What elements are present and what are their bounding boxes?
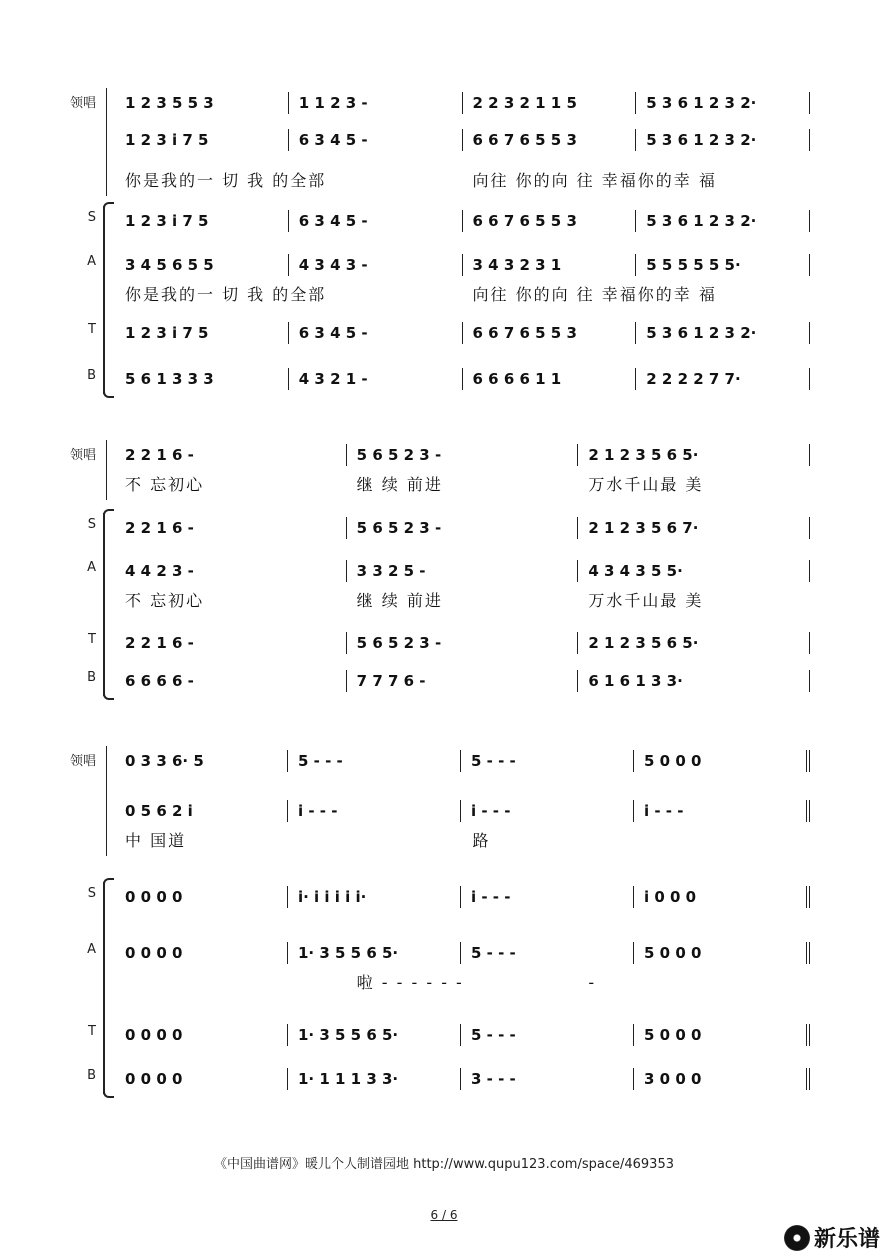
lyric-segment xyxy=(115,972,347,994)
measure-notes: 5 0 0 0 xyxy=(644,752,702,770)
measure-notes: 1 2 3 i 7 5 xyxy=(125,324,209,342)
measure-notes: 5 6 1 3 3 3 xyxy=(125,370,214,388)
measure-notes: 6 3 4 5 - xyxy=(298,212,368,230)
measure xyxy=(347,632,579,654)
part-label: A xyxy=(87,942,96,957)
measure xyxy=(289,129,463,151)
choir-bracket xyxy=(103,513,105,696)
lyrics-line xyxy=(0,826,888,856)
measure-notes: 5 6 5 2 3 - xyxy=(356,519,442,537)
lyrics-line xyxy=(0,968,888,998)
measure-notes: 0 0 0 0 xyxy=(125,888,183,906)
lead-system-bar xyxy=(106,440,107,500)
measure xyxy=(636,92,810,114)
measure-group xyxy=(115,1064,810,1094)
measure xyxy=(578,444,810,466)
measure-notes: 5 0 0 0 xyxy=(644,944,702,962)
measure-notes: i - - - xyxy=(471,888,511,906)
lyric-segment xyxy=(463,284,811,306)
measure-notes: 4 3 2 1 - xyxy=(298,370,368,388)
measure-notes: 5 6 5 2 3 - xyxy=(356,446,442,464)
logo-text: 新乐谱 xyxy=(813,1227,880,1252)
notation-line xyxy=(0,796,888,826)
measure xyxy=(289,210,463,232)
notation-line xyxy=(0,1064,888,1094)
measure xyxy=(634,800,810,822)
choir-bracket xyxy=(103,206,105,394)
measure xyxy=(115,210,289,232)
measure-notes: 1 2 3 i 7 5 xyxy=(125,131,209,149)
measure-notes: 5 5 5 5 5 5· xyxy=(646,256,741,274)
part-label: B xyxy=(87,368,96,383)
measure-notes: 2 1 2 3 5 6 5· xyxy=(588,634,699,652)
lyrics-line xyxy=(0,280,888,310)
notation-line xyxy=(0,882,888,912)
measure xyxy=(115,670,347,692)
notation-line xyxy=(0,938,888,968)
measure xyxy=(461,800,634,822)
measure-notes: 5 3 6 1 2 3 2· xyxy=(646,212,757,230)
notation-line xyxy=(0,125,888,155)
lyric-text: 啦 - - - - - - xyxy=(356,973,464,992)
measure-notes: 5 3 6 1 2 3 2· xyxy=(646,131,757,149)
notation-line xyxy=(0,666,888,696)
part-label: A xyxy=(87,254,96,269)
measure-group xyxy=(115,938,810,968)
measure-notes: i 0 0 0 xyxy=(644,888,697,906)
measure xyxy=(461,1068,634,1090)
part-label: T xyxy=(88,1024,96,1039)
measure xyxy=(578,560,810,582)
measure xyxy=(461,750,634,772)
measure-notes: i - - - xyxy=(644,802,684,820)
measure-notes: 3 3 2 5 - xyxy=(356,562,426,580)
lyric-segment xyxy=(115,474,347,496)
lyric-text: 向往 你的向 往 幸福你的幸 福 xyxy=(472,285,717,304)
page-number xyxy=(0,1208,888,1222)
measure xyxy=(115,254,289,276)
measure xyxy=(115,444,347,466)
measure xyxy=(288,886,461,908)
part-label: 领唱 xyxy=(69,448,96,463)
measure-group xyxy=(115,125,810,155)
measure-notes: 2 2 1 6 - xyxy=(125,446,194,464)
measure xyxy=(115,92,289,114)
lyric-measures xyxy=(115,280,810,310)
part-label: B xyxy=(87,670,96,685)
measure-group xyxy=(115,513,810,543)
measure xyxy=(115,942,288,964)
lyric-text: 万水千山最 美 xyxy=(588,475,704,494)
measure xyxy=(463,210,637,232)
notation-line xyxy=(0,1020,888,1050)
measure xyxy=(463,92,637,114)
measure xyxy=(463,254,637,276)
notation-line xyxy=(0,206,888,236)
measure-notes: 4 4 2 3 - xyxy=(125,562,194,580)
part-label: 领唱 xyxy=(69,754,96,769)
measure-notes: 0 0 0 0 xyxy=(125,1026,183,1044)
record-disc-icon xyxy=(784,1225,810,1251)
notation-line xyxy=(0,250,888,280)
measure-notes: 6 6 7 6 5 5 3 xyxy=(472,212,577,230)
measure xyxy=(347,670,579,692)
measure-notes: 2 2 1 6 - xyxy=(125,519,194,537)
part-label: S xyxy=(87,886,96,901)
measure-group xyxy=(115,666,810,696)
measure-group xyxy=(115,556,810,586)
measure xyxy=(347,517,579,539)
measure-notes: 6 3 4 5 - xyxy=(298,131,368,149)
measure xyxy=(115,886,288,908)
measure-notes: 5 3 6 1 2 3 2· xyxy=(646,324,757,342)
measure xyxy=(636,129,810,151)
measure xyxy=(636,322,810,344)
measure xyxy=(288,750,461,772)
measure xyxy=(463,322,637,344)
measure xyxy=(461,942,634,964)
measure xyxy=(289,92,463,114)
measure xyxy=(288,800,461,822)
measure-notes: 2 1 2 3 5 6 7· xyxy=(588,519,699,537)
footer-credit[interactable]: 《中国曲谱网》暖儿个人制谱园地 http://www.qupu123.com/space/469353 xyxy=(213,1157,674,1172)
measure-group xyxy=(115,88,810,118)
lyric-segment xyxy=(115,284,463,306)
lyric-segment xyxy=(347,590,579,612)
lyrics-line xyxy=(0,166,888,196)
measure-group xyxy=(115,796,810,826)
page-number-text: 6 / 6 xyxy=(430,1208,458,1222)
measure xyxy=(288,1024,461,1046)
notation-line xyxy=(0,88,888,118)
lyric-segment xyxy=(115,830,463,852)
measure xyxy=(347,444,579,466)
measure xyxy=(289,322,463,344)
measure xyxy=(289,254,463,276)
lyric-segment xyxy=(115,170,463,192)
measure-notes: 5 3 6 1 2 3 2· xyxy=(646,94,757,112)
measure xyxy=(347,560,579,582)
measure xyxy=(636,210,810,232)
measure xyxy=(634,1068,810,1090)
part-label: A xyxy=(87,560,96,575)
measure-notes: 3 4 3 2 3 1 xyxy=(472,256,562,274)
lyric-measures xyxy=(115,166,810,196)
measure-group xyxy=(115,440,810,470)
part-label: S xyxy=(87,517,96,532)
measure-notes: 0 3 3 6· 5 xyxy=(125,752,204,770)
part-label: T xyxy=(88,632,96,647)
measure-notes: 6 3 4 5 - xyxy=(298,324,368,342)
measure xyxy=(115,1068,288,1090)
measure-notes: 3 - - - xyxy=(471,1070,516,1088)
lyric-text: 继 续 前进 xyxy=(356,591,443,610)
lyrics-line xyxy=(0,586,888,616)
part-label: B xyxy=(87,1068,96,1083)
lyric-segment xyxy=(578,474,810,496)
measure-notes: 1· 1 1 1 3 3· xyxy=(298,1070,399,1088)
measure xyxy=(578,517,810,539)
notation-line xyxy=(0,746,888,776)
measure xyxy=(636,368,810,390)
measure-notes: 6 6 6 6 - xyxy=(125,672,194,690)
measure-notes: 0 5 6 2 i xyxy=(125,802,193,820)
lyrics-line xyxy=(0,470,888,500)
measure-group xyxy=(115,882,810,912)
lyric-segment xyxy=(347,972,579,994)
measure xyxy=(115,129,289,151)
measure xyxy=(578,670,810,692)
lyric-segment xyxy=(578,972,810,994)
measure-notes: 2 2 3 2 1 1 5 xyxy=(472,94,577,112)
lyric-measures xyxy=(115,586,810,616)
measure xyxy=(115,517,347,539)
measure-notes: 4 3 4 3 - xyxy=(298,256,368,274)
lead-system-bar xyxy=(106,88,107,196)
measure-notes: 6 1 6 1 3 3· xyxy=(588,672,683,690)
measure-group xyxy=(115,250,810,280)
lyric-text: 你是我的一 切 我 的全部 xyxy=(125,171,327,190)
measure-notes: 3 0 0 0 xyxy=(644,1070,702,1088)
measure-group xyxy=(115,206,810,236)
measure-notes: 7 7 7 6 - xyxy=(356,672,426,690)
measure-group xyxy=(115,1020,810,1050)
measure-notes: 2 2 2 2 7 7· xyxy=(646,370,741,388)
lyric-text: 你是我的一 切 我 的全部 xyxy=(125,285,327,304)
measure xyxy=(634,886,810,908)
measure-notes: 3 4 5 6 5 5 xyxy=(125,256,214,274)
measure-notes: 1 1 2 3 - xyxy=(298,94,368,112)
measure xyxy=(463,129,637,151)
measure xyxy=(578,632,810,654)
notation-line xyxy=(0,364,888,394)
measure xyxy=(634,750,810,772)
measure-notes: 1· 3 5 5 6 5· xyxy=(298,944,399,962)
lyric-text: 万水千山最 美 xyxy=(588,591,704,610)
lyric-text: - xyxy=(588,973,597,992)
choir-bracket xyxy=(103,882,105,1094)
lyric-text: 路 xyxy=(472,831,491,850)
measure-group xyxy=(115,364,810,394)
lyric-text: 不 忘初心 xyxy=(125,591,205,610)
measure xyxy=(115,1024,288,1046)
measure-notes: 4 3 4 3 5 5· xyxy=(588,562,683,580)
notation-line xyxy=(0,513,888,543)
measure xyxy=(288,1068,461,1090)
measure-notes: 1· 3 5 5 6 5· xyxy=(298,1026,399,1044)
part-label: 领唱 xyxy=(69,96,96,111)
measure-notes: 6 6 7 6 5 5 3 xyxy=(472,324,577,342)
measure-notes: i - - - xyxy=(298,802,338,820)
lyric-segment xyxy=(115,590,347,612)
lyric-measures xyxy=(115,968,810,998)
measure-notes: 0 0 0 0 xyxy=(125,1070,183,1088)
measure-notes: i - - - xyxy=(471,802,511,820)
measure xyxy=(288,942,461,964)
measure-notes: 5 - - - xyxy=(298,752,343,770)
measure xyxy=(115,632,347,654)
measure xyxy=(115,368,289,390)
part-label: S xyxy=(87,210,96,225)
measure xyxy=(634,1024,810,1046)
measure-notes: 5 6 5 2 3 - xyxy=(356,634,442,652)
measure-notes: 5 0 0 0 xyxy=(644,1026,702,1044)
measure-notes: 5 - - - xyxy=(471,1026,516,1044)
measure xyxy=(115,560,347,582)
lyric-text: 中 国道 xyxy=(125,831,187,850)
measure-notes: 2 1 2 3 5 6 5· xyxy=(588,446,699,464)
lyric-measures xyxy=(115,470,810,500)
measure-group xyxy=(115,628,810,658)
lyric-text: 不 忘初心 xyxy=(125,475,205,494)
measure xyxy=(115,800,288,822)
notation-line xyxy=(0,556,888,586)
measure-group xyxy=(115,318,810,348)
measure xyxy=(461,886,634,908)
measure xyxy=(461,1024,634,1046)
lyric-segment xyxy=(347,474,579,496)
notation-line xyxy=(0,628,888,658)
measure-notes: 0 0 0 0 xyxy=(125,944,183,962)
lyric-segment xyxy=(578,590,810,612)
measure-notes: 2 2 1 6 - xyxy=(125,634,194,652)
measure-notes: i· i i i i i· xyxy=(298,888,367,906)
measure xyxy=(634,942,810,964)
site-logo[interactable] xyxy=(784,1222,880,1253)
lyric-measures xyxy=(115,826,810,856)
lead-system-bar xyxy=(106,746,107,856)
measure xyxy=(115,322,289,344)
measure-notes: 1 2 3 i 7 5 xyxy=(125,212,209,230)
measure-notes: 6 6 6 6 1 1 xyxy=(472,370,562,388)
notation-line xyxy=(0,318,888,348)
measure-notes: 5 - - - xyxy=(471,752,516,770)
notation-line xyxy=(0,440,888,470)
lyric-segment xyxy=(463,170,811,192)
measure xyxy=(636,254,810,276)
measure-notes: 1 2 3 5 5 3 xyxy=(125,94,214,112)
measure-notes: 6 6 7 6 5 5 3 xyxy=(472,131,577,149)
measure xyxy=(115,750,288,772)
measure-notes: 5 - - - xyxy=(471,944,516,962)
part-label: T xyxy=(88,322,96,337)
measure xyxy=(463,368,637,390)
lyric-segment xyxy=(463,830,811,852)
lyric-text: 继 续 前进 xyxy=(356,475,443,494)
measure-group xyxy=(115,746,810,776)
lyric-text: 向往 你的向 往 幸福你的幸 福 xyxy=(472,171,717,190)
measure xyxy=(289,368,463,390)
